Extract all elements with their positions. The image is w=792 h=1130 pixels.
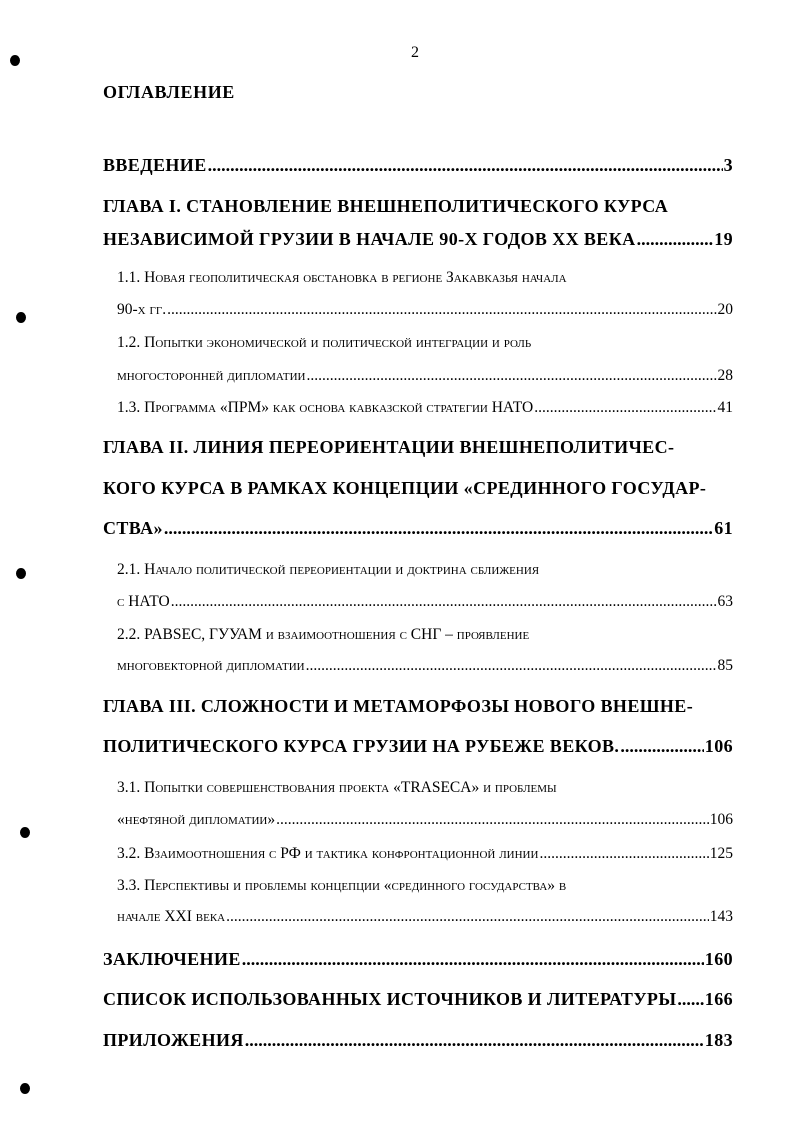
toc-entry-conclusion[interactable] [103, 949, 733, 970]
toc-entry-section-2-2-line1[interactable] [117, 626, 733, 644]
toc-entry-chapter1-line2[interactable] [103, 229, 733, 250]
entry-title: ЗАКЛЮЧЕНИЕ [103, 949, 241, 969]
leader-dots [620, 736, 703, 757]
leader-dots [534, 399, 716, 417]
entry-page: 61 [714, 518, 733, 538]
entry-title: ГЛАВА III. СЛОЖНОСТИ И МЕТАМОРФОЗЫ НОВОГО ВНЕШНЕ- [103, 696, 694, 716]
leader-dots [276, 811, 709, 829]
entry-page: 63 [717, 593, 733, 610]
entry-page: 125 [709, 845, 733, 862]
toc-entry-section-1-2-line2[interactable] [117, 367, 733, 385]
leader-dots [539, 845, 708, 863]
toc-entry-chapter2-line2[interactable] [103, 478, 733, 499]
entry-page: 85 [717, 657, 733, 674]
entry-title: ГЛАВА I. СТАНОВЛЕНИЕ ВНЕШНЕПОЛИТИЧЕСКОГО КУРСА [103, 196, 669, 216]
entry-page: 143 [709, 908, 733, 925]
toc-entry-chapter2-line1[interactable] [103, 437, 733, 458]
toc-entry-section-2-2-line2[interactable] [117, 657, 733, 675]
entry-title: СТВА» [103, 518, 163, 538]
toc-entry-section-1-3[interactable] [117, 399, 733, 417]
entry-title: ПРИЛОЖЕНИЯ [103, 1030, 244, 1050]
entry-page: 41 [717, 399, 733, 416]
toc-entry-section-3-1-line2[interactable] [117, 811, 733, 829]
leader-dots [306, 367, 716, 385]
binding-hole-2 [16, 312, 26, 323]
toc-entry-chapter3-line2[interactable] [103, 736, 733, 757]
binding-hole-5 [20, 1083, 30, 1094]
entry-title: КОГО КУРСА В РАМКАХ КОНЦЕПЦИИ «СРЕДИННОГО ГОСУДАР- [103, 478, 707, 498]
toc-entry-sources[interactable] [103, 989, 733, 1010]
entry-title: СПИСОК ИСПОЛЬЗОВАННЫХ ИСТОЧНИКОВ И ЛИТЕРАТУРЫ [103, 989, 677, 1009]
entry-page: 106 [704, 736, 733, 756]
entry-title: ВВЕДЕНИЕ [103, 155, 207, 175]
entry-title: 1.1. Новая геополитическая обстановка в регионе Закавказья начала [117, 269, 567, 286]
toc-entry-chapter1-line1[interactable] [103, 196, 733, 217]
toc-entry-section-1-1-line1[interactable] [117, 269, 733, 287]
toc-entry-section-2-1-line1[interactable] [117, 561, 733, 579]
toc-entry-section-3-3-line2[interactable] [117, 908, 733, 926]
entry-title: 3.3. Перспективы и проблемы концепции «срединного государства» в [117, 877, 567, 894]
page-number: 2 [411, 44, 419, 61]
toc-entry-section-2-1-line2[interactable] [117, 593, 733, 611]
entry-title: 2.1. Начало политической переориентации и доктрина сближения [117, 561, 540, 578]
entry-page: 19 [714, 229, 733, 249]
binding-hole-4 [20, 827, 30, 838]
toc-entry-chapter3-line1[interactable] [103, 696, 733, 717]
entry-title: «нефтяной дипломатии» [117, 811, 276, 828]
toc-entry-section-3-1-line1[interactable] [117, 779, 733, 797]
leader-dots [164, 518, 713, 539]
toc-entry-intro[interactable] [103, 155, 733, 176]
entry-page: 20 [717, 301, 733, 318]
leader-dots [306, 657, 717, 675]
entry-title: 3.1. Попытки совершенствования проекта «TRASECA» и проблемы [117, 779, 557, 796]
entry-title: с НАТО [117, 593, 170, 610]
leader-dots [242, 949, 704, 970]
entry-page: 28 [717, 367, 733, 384]
leader-dots [226, 908, 709, 926]
entry-title: 90-х гг. [117, 301, 167, 318]
toc-entry-section-3-3-line1[interactable] [117, 877, 733, 895]
leader-dots [245, 1030, 704, 1051]
entry-page: 183 [704, 1030, 733, 1050]
entry-page: 3 [723, 155, 733, 175]
leader-dots [171, 593, 717, 611]
entry-page: 166 [704, 989, 733, 1009]
leader-dots [167, 301, 716, 319]
entry-title: 1.3. Программа «ПРМ» как основа кавказской стратегии НАТО [117, 399, 534, 416]
toc-entry-section-1-2-line1[interactable] [117, 334, 733, 352]
leader-dots [208, 155, 723, 176]
entry-title: ПОЛИТИЧЕСКОГО КУРСА ГРУЗИИ НА РУБЕЖЕ ВЕКОВ. [103, 736, 620, 756]
entry-title: ГЛАВА II. ЛИНИЯ ПЕРЕОРИЕНТАЦИИ ВНЕШНЕПОЛИТИЧЕС- [103, 437, 675, 457]
toc-entry-section-3-2[interactable] [117, 845, 733, 863]
entry-page: 160 [704, 949, 733, 969]
entry-title: начале XXI века [117, 908, 226, 925]
entry-title: многосторонней дипломатии [117, 367, 306, 384]
entry-title: 1.2. Попытки экономической и политической интеграции и роль [117, 334, 532, 351]
toc-entry-section-1-1-line2[interactable] [117, 301, 733, 319]
entry-title: НЕЗАВИСИМОЙ ГРУЗИИ В НАЧАЛЕ 90-Х ГОДОВ XX ВЕКА [103, 229, 636, 249]
binding-hole-3 [16, 568, 26, 579]
entry-title: 2.2. PABSEC, ГУУАМ и взаимоотношения с СНГ – проявление [117, 626, 530, 643]
leader-dots [637, 229, 714, 250]
entry-title: 3.2. Взаимоотношения с РФ и тактика конфронтационной линии [117, 845, 539, 862]
toc-entry-chapter2-line3[interactable] [103, 518, 733, 539]
toc-title: ОГЛАВЛЕНИЕ [103, 82, 235, 102]
entry-page: 106 [709, 811, 733, 828]
leader-dots [677, 989, 703, 1010]
entry-title: многовекторной дипломатии [117, 657, 305, 674]
toc-entry-appendix[interactable] [103, 1030, 733, 1051]
